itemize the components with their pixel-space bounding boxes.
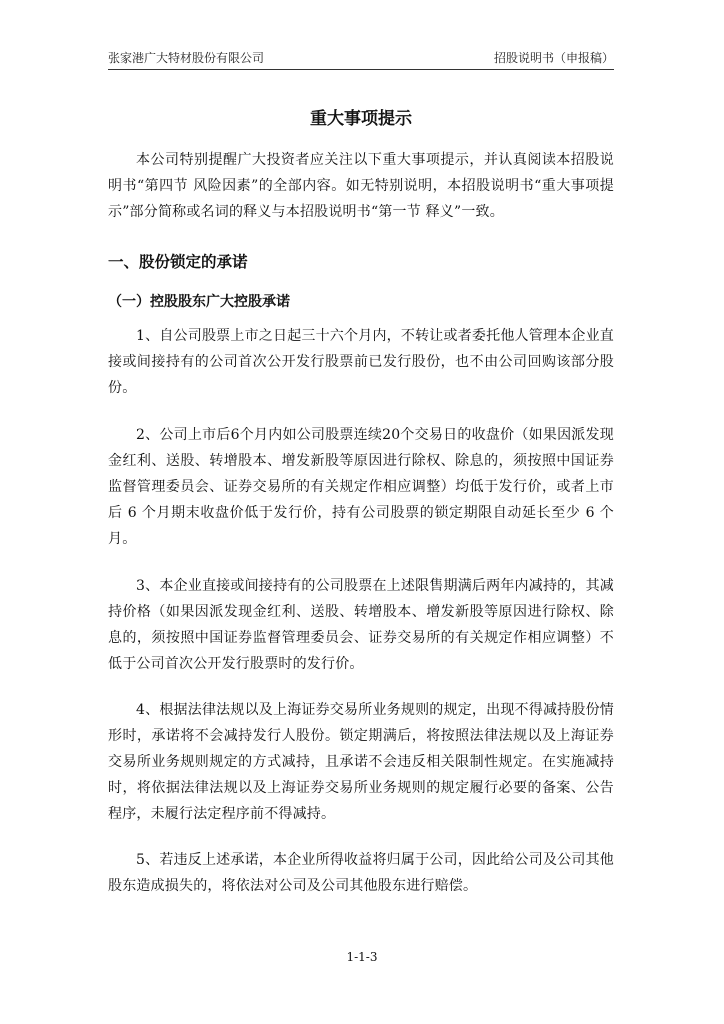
commitment-item-5: 5、若违反上述承诺，本企业所得收益将归属于公司，因此给公司及公司其他股东造成损失的，将依法对公司及公司其他股东进行赔偿。 [108, 852, 614, 894]
commitment-item-3: 3、本企业直接或间接持有的公司股票在上述限售期满后两年内减持的，其减持价格（如果因派发现金红利、送股、转增股本、增发新股等原因进行除权、除息的，须按照中国证券监督管理委员会、证券交易所的有关规定作相应调整）不低于公司首次公开发行股票时的发行价。 [108, 578, 614, 672]
commitment-item-4: 4、根据法律法规以及上海证券交易所业务规则的规定，出现不得减持股份情形时，承诺将不会减持发行人股份。锁定期满后，将按照法律法规以及上海证券交易所业务规则规定的方式减持，且承诺不会违反相关限制性规定。在实施减持时，将依据法律法规以及上海证券交易所业务规则的规定履行必要的备案、公告程序，未履行法定程序前不得减持。 [108, 702, 614, 822]
page-number: 1-1-3 [346, 950, 378, 964]
header-company-name: 张家港广大特材股份有限公司 [108, 51, 265, 65]
header-divider [108, 69, 614, 70]
commitment-item-1: 1、自公司股票上市之日起三十六个月内，不转让或者委托他人管理本企业直接或间接持有的公司首次公开发行股票前已发行股份，也不由公司回购该部分股份。 [108, 328, 614, 396]
intro-paragraph: 本公司特别提醒广大投资者应关注以下重大事项提示，并认真阅读本招股说明书“第四节 风险因素”的全部内容。如无特别说明，本招股说明书“重大事项提示”部分简称或名词的释义与本招股说明书“第一节 释义”一致。 [108, 152, 614, 220]
subsection-heading: （一）控股股东广大控股承诺 [108, 294, 290, 310]
page-title: 重大事项提示 [310, 109, 412, 129]
page-header [108, 50, 614, 66]
header-document-type: 招股说明书（申报稿） [493, 51, 614, 65]
section-heading: 一、股份锁定的承诺 [108, 253, 248, 271]
commitment-item-2: 2、公司上市后6个月内如公司股票连续20个交易日的收盘价（如果因派发现金红利、送股、转增股本、增发新股等原因进行除权、除息的，须按照中国证券监督管理委员会、证券交易所的有关规定作相应调整）均低于发行价，或者上市后 6 个月期末收盘价低于发行价，持有公司股票的锁定期限自动延长至少 6 个月。 [108, 427, 614, 547]
